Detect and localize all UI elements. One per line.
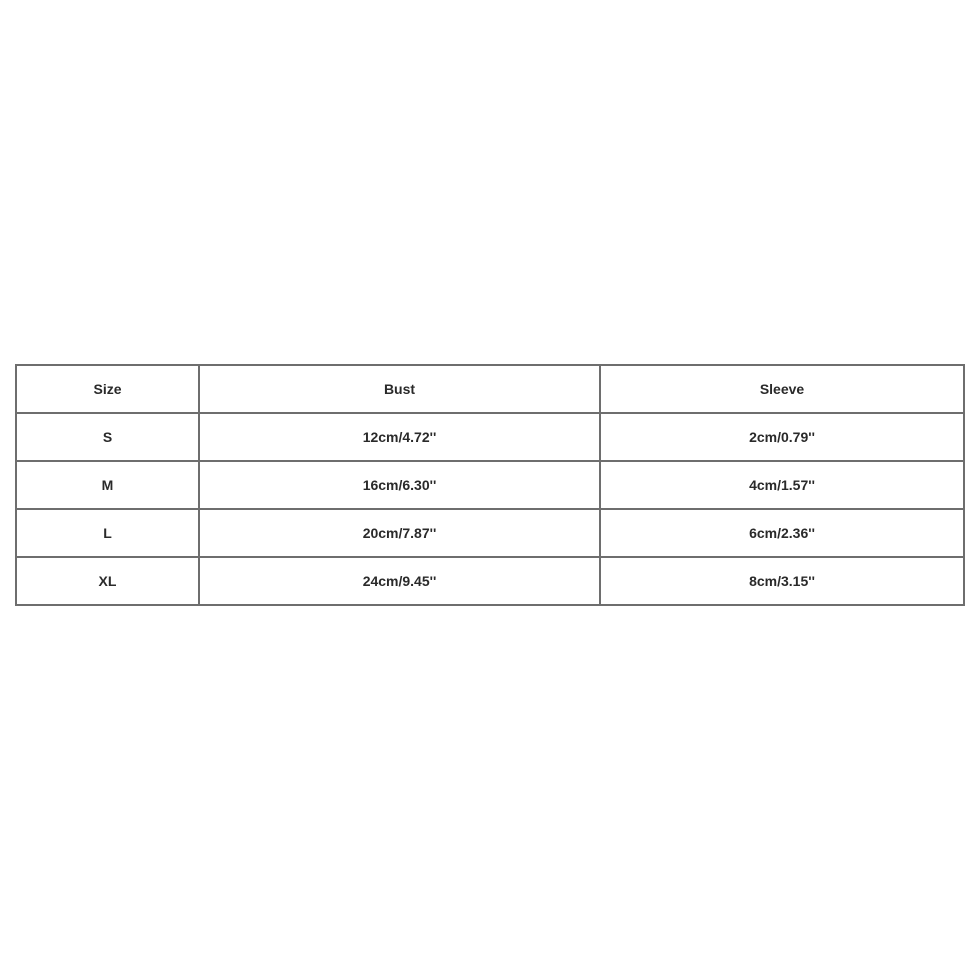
header-size: Size [16,365,199,413]
bust-cell: 20cm/7.87'' [199,509,600,557]
header-sleeve: Sleeve [600,365,964,413]
sleeve-cell: 2cm/0.79'' [600,413,964,461]
table-header-row [16,365,964,413]
table-row [16,413,964,461]
sleeve-cell: 4cm/1.57'' [600,461,964,509]
table-row [16,557,964,605]
size-cell: XL [16,557,199,605]
size-cell: S [16,413,199,461]
sleeve-cell: 6cm/2.36'' [600,509,964,557]
table-row [16,461,964,509]
sleeve-cell: 8cm/3.15'' [600,557,964,605]
bust-cell: 16cm/6.30'' [199,461,600,509]
bust-cell: 24cm/9.45'' [199,557,600,605]
bust-cell: 12cm/4.72'' [199,413,600,461]
header-bust: Bust [199,365,600,413]
table-row [16,509,964,557]
size-chart-table [15,364,965,606]
size-cell: L [16,509,199,557]
size-cell: M [16,461,199,509]
